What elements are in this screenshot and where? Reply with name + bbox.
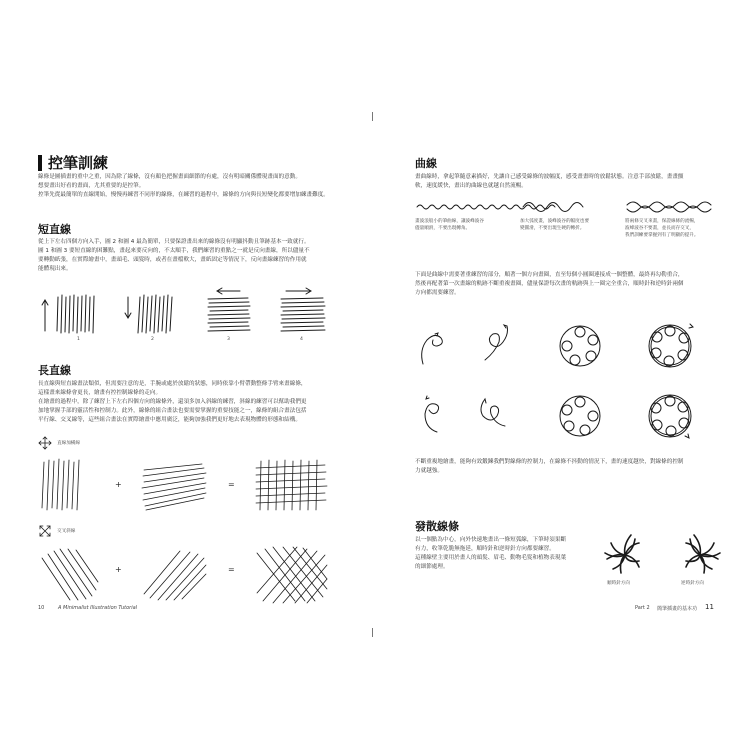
crop-mark [372, 628, 373, 637]
radial-text: 以一個點為中心，向外快速地畫出一條短弧線，下筆時須果斷 有力，收筆乾脆無拖延，順時針和逆時針方向都要練習。 這種線壁主要用於畫人的頭髮、眉毛、動物毛髮和植物表現葉 的細節處理。 [415, 537, 567, 570]
circle-practice-ccw-figure [415, 388, 725, 443]
plus-sign: + [115, 565, 122, 574]
short-lines-heading: 短直線 [38, 223, 71, 236]
example-label: 直線加橫線 [57, 441, 80, 446]
footer-chapter: 簡筆插畫的基本功 [657, 606, 698, 612]
curve-text: 畫曲線時，拿起筆隨意素描好，先讓自己感受線條的波幅度，感受畫畫時的放鬆狀態。注意手部放鬆，畫畫顫 軟，速度緩快，畫出的曲線也就越自然流暢。 [415, 174, 684, 189]
cross-arrows-icon [38, 436, 52, 450]
short-lines-text: 從上下左右四個方向入手，圖 2 和圖 4 最為簡單，只要保證畫出來的線條沒有明顯抖動且筆跡基本一致就行。 圖 1 和圖 3 要短直線的困難點，畫起來要反向的，不太順手，我們練習的重點之一就是反向畫線，所以儘量不 要轉動紙張，在實際繪畫中，畫頭毛、頭髮時，或者在畫檔軟大，畫紙固定等情況下，反向畫線練習的作用就 能體現出來。 [38, 239, 310, 272]
x-arrows-icon [38, 524, 52, 538]
radial-ccw-figure [675, 530, 725, 580]
long-lines-text: 長直線與短直線畫法類似，但需要注意的是，手腕或處於放鬆的狀態，同時依靠小臂帶動整條手臂來畫線條， 這樣畫來線條會更長，繪畫有控控制線條的走向。 在繪畫的過程中，除了練習上下左右四個方向的線條外，還須多加入斜線的練習，斜線的練習可以幫助我們更 加地掌握手部的靈活性和控制力。此外，線條的組合畫法也要需要掌握的重要技能之一，線條的組合畫法包括 平行線、交叉線等，這些組合畫法在實際繪畫中應用廣泛，能夠加強我們更好地去表現物體的形態和結構。 [38, 381, 307, 423]
radial-caption-cw: 順時針方向 [607, 581, 630, 586]
plus-sign: + [115, 480, 122, 489]
long-lines-heading: 長直線 [38, 364, 71, 377]
footer-part: Part 2 [635, 605, 650, 611]
radial-heading: 發散線條 [415, 520, 459, 533]
figure-label: 2 [151, 337, 154, 342]
wave-lines-figure [415, 196, 720, 218]
crop-mark [372, 112, 373, 121]
practice-summary-text: 不斷重複地繪畫，能夠有效鍛鍊我們對線條的控制力，在線條不抖動的情況下，畫的速度越快，對線條的控制 力就越強。 [415, 459, 684, 474]
equals-sign: = [228, 565, 235, 574]
footer-book-title: A Minimalist Illustration Tutorial [58, 605, 138, 611]
intro-text: 線條是圖插畫的重中之重，因為除了線條，沒有顏色把握畫面細節的有處，沒有明暗關係體現畫面的意動。 想要畫出好看的畫面，尤其重要的是控筆。 控筆先從最簡單的直線開始，慢慢再練習不同形的線條，在練習的過程中，線條的方向與長短變化都要增加練畫難度。 [38, 174, 329, 198]
radial-caption-ccw: 逆時針方向 [681, 581, 704, 586]
example-label: 交叉斜線 [57, 529, 76, 534]
figure-label: 4 [300, 337, 303, 342]
short-lines-figure [38, 283, 378, 343]
footer-page-number: 11 [705, 603, 714, 611]
figure-label: 1 [77, 337, 80, 342]
figure-label: 3 [227, 337, 230, 342]
page-title: 控筆訓練 [48, 154, 109, 172]
curve-caption: 將兩條交叉來畫，保證線條的流暢， 波峰波谷不要畫，並長而存交叉， 我們訓練要掌握到有了明顯的提升。 [625, 219, 699, 238]
curve-heading: 曲線 [415, 157, 437, 170]
diagonal-lines-figure [140, 462, 210, 512]
cross-hatch-figure [255, 545, 330, 605]
diagonal-right-figure [40, 548, 100, 603]
footer-page-number: 10 [38, 605, 45, 611]
radial-cw-figure [600, 530, 650, 580]
vertical-lines-figure [40, 458, 90, 513]
diagonal-left-figure [140, 548, 210, 603]
title-marker [38, 155, 42, 171]
circle-practice-text: 下面是曲線中需要著重練習的部分，順著一個方向畫圈，直至每個小圓圈連接成一個整體，最終再勾勒重合， 然後再配著第一次畫線的軌跡不斷重複畫圈，儘量保證每次畫的軌跡與上一圈完全重合，順時針和逆時針兩個 方向都需要練習。 [415, 272, 684, 296]
curve-caption: 加大弧度畫，波峰波谷的幅度也要 變圓滑，不要出現生硬的轉折。 [520, 219, 589, 231]
grid-lines-figure [255, 458, 330, 513]
circle-practice-cw-figure [415, 318, 725, 373]
equals-sign: = [228, 480, 235, 489]
curve-caption: 畫波浪般小的筆曲線，讓波峰波谷 儘量順滑，不要出現轉角。 [415, 219, 484, 231]
right-page [375, 0, 750, 750]
